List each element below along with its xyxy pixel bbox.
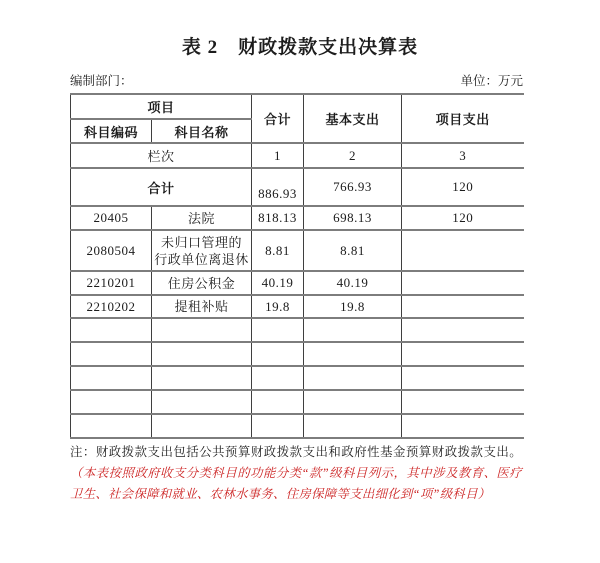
subject-name-cell xyxy=(152,271,252,295)
basic-cell: 8.81 xyxy=(304,230,402,271)
column-index-row xyxy=(71,143,524,168)
total-row-label: 合计 xyxy=(71,168,252,206)
subject-code-cell: 2210201 xyxy=(71,271,152,295)
empty-cell xyxy=(71,366,152,390)
empty-cell xyxy=(402,318,524,342)
footnote-black-text: 注：财政拨款支出包括公共预算财政拨款支出和政府性基金预算财政拨款支出。 xyxy=(70,445,522,459)
basic-cell: 40.19 xyxy=(304,271,402,295)
empty-cell xyxy=(152,342,252,366)
empty-cell xyxy=(71,342,152,366)
total-row xyxy=(71,168,524,206)
table-row xyxy=(71,271,524,295)
prepared-by-label: 编制部门： xyxy=(70,74,133,88)
empty-cell xyxy=(252,366,304,390)
header-total: 合计 xyxy=(252,94,304,143)
project-cell xyxy=(402,295,524,318)
column-index-3: 3 xyxy=(402,143,524,168)
empty-table-row xyxy=(71,414,524,438)
empty-table-row xyxy=(71,366,524,390)
empty-cell xyxy=(304,414,402,438)
unit-label: 单位：万元 xyxy=(460,74,523,88)
empty-cell xyxy=(304,366,402,390)
header-row-1 xyxy=(71,94,524,119)
table-row xyxy=(71,206,524,230)
empty-cell xyxy=(252,318,304,342)
expenditure-table xyxy=(70,93,524,439)
column-index-label: 栏次 xyxy=(71,143,252,168)
project-cell xyxy=(402,271,524,295)
total-cell: 8.81 xyxy=(252,230,304,271)
empty-cell xyxy=(71,390,152,414)
total-cell: 19.8 xyxy=(252,295,304,318)
project-cell xyxy=(402,230,524,271)
empty-cell xyxy=(71,414,152,438)
footnote-red-text: （本表按照政府收支分类科目的功能分类“款”级科目列示，其中涉及教育、医疗卫生、社会保障和就业、农林水事务、住房保障等支出细化到“项”级科目） xyxy=(70,466,522,501)
empty-cell xyxy=(304,390,402,414)
empty-cell xyxy=(402,342,524,366)
empty-cell xyxy=(152,414,252,438)
header-item-group: 项目 xyxy=(71,94,252,119)
subject-name-line1: 提租补贴 xyxy=(174,299,229,314)
empty-cell xyxy=(304,318,402,342)
empty-cell xyxy=(152,390,252,414)
total-row-project-cell: 120 xyxy=(402,168,524,206)
empty-cell xyxy=(252,414,304,438)
empty-cell xyxy=(152,318,252,342)
subject-name-line1: 法院 xyxy=(188,210,216,226)
subject-name-line1: 未归口管理的 xyxy=(161,234,243,250)
empty-table-row xyxy=(71,342,524,366)
header-basic-expenditure: 基本支出 xyxy=(304,94,402,143)
subject-name-cell xyxy=(152,206,252,230)
subject-name-line2: 行政单位离退休 xyxy=(154,251,249,267)
total-row-total-cell: 886.93 xyxy=(252,168,304,206)
subject-name-line1: 住房公积金 xyxy=(167,275,236,291)
empty-cell xyxy=(304,342,402,366)
project-cell: 120 xyxy=(402,206,524,230)
subject-name-cell xyxy=(152,230,252,271)
empty-cell xyxy=(402,390,524,414)
basic-cell: 698.13 xyxy=(304,206,402,230)
footnote xyxy=(70,442,522,505)
column-index-1: 1 xyxy=(252,143,304,168)
header-subject-name: 科目名称 xyxy=(152,119,252,143)
subject-code-cell: 2210202 xyxy=(71,295,152,318)
empty-cell xyxy=(152,366,252,390)
empty-table-row xyxy=(71,390,524,414)
header-project-expenditure: 项目支出 xyxy=(402,94,524,143)
empty-cell xyxy=(252,390,304,414)
header-subject-code: 科目编码 xyxy=(71,119,152,143)
table-row xyxy=(71,230,524,271)
total-row-basic-cell: 766.93 xyxy=(304,168,402,206)
empty-table-row xyxy=(71,318,524,342)
empty-cell xyxy=(252,342,304,366)
subject-code-cell: 20405 xyxy=(71,206,152,230)
basic-cell: 19.8 xyxy=(304,295,402,318)
total-cell: 818.13 xyxy=(252,206,304,230)
empty-cell xyxy=(402,414,524,438)
subject-code-cell: 2080504 xyxy=(71,230,152,271)
total-cell: 40.19 xyxy=(252,271,304,295)
table-row xyxy=(71,295,524,318)
column-index-2: 2 xyxy=(304,143,402,168)
subject-name-cell xyxy=(152,295,252,318)
empty-cell xyxy=(71,318,152,342)
page-title: 表 2 财政拨款支出决算表 xyxy=(181,37,419,58)
table-meta-row xyxy=(70,71,523,89)
empty-cell xyxy=(402,366,524,390)
